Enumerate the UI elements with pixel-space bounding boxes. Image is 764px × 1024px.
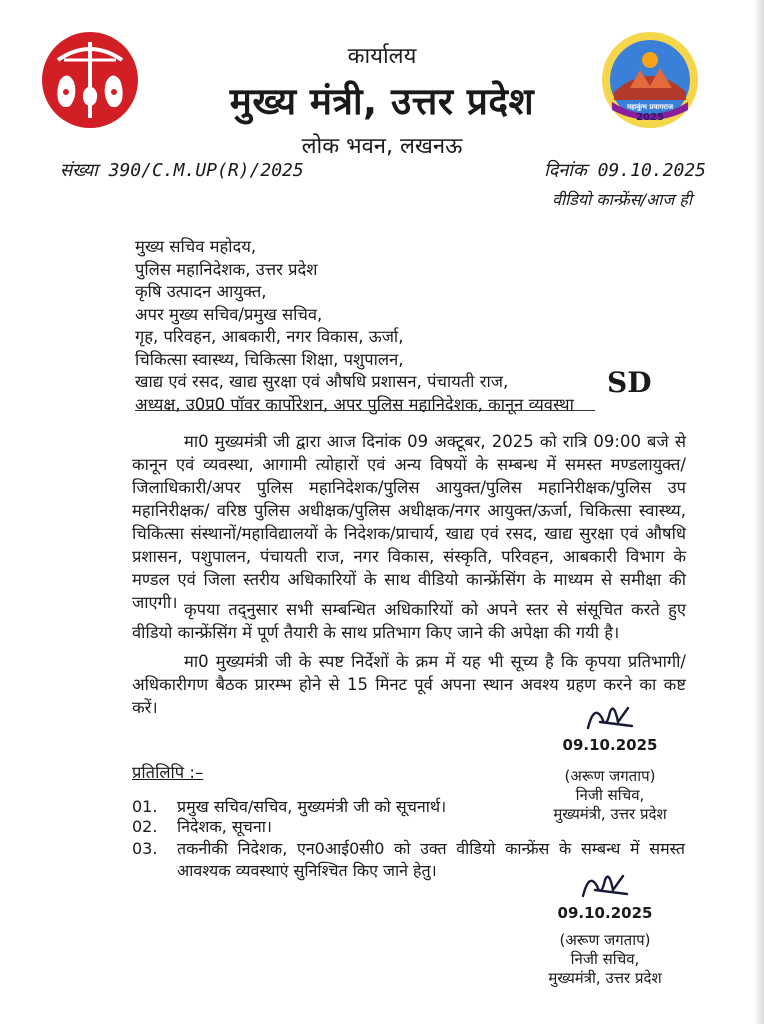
addressee-line: पुलिस महानिदेशक, उत्तर प्रदेश: [135, 259, 318, 279]
paragraph-text: मा0 मुख्यमंत्री जी के स्पष्ट निर्देशों के क्रम में यह भी सूच्य है कि कृपया प्रतिभागी/अधिकारीगण बैठक प्रारम्भ होने से 15 मिनट पूर्व अपना स्थान अवश्य ग्रहण करने का कष्ट करें।: [132, 652, 686, 717]
letter-date: दिनांक 09.10.2025: [544, 160, 706, 181]
addressee-line: अध्यक्ष, उ0प्र0 पॉवर कार्पोरेशन, अपर पुलिस महानिदेशक, कानून व्यवस्था: [135, 394, 574, 414]
body-paragraph-2: [132, 598, 686, 644]
reference-number: संख्या 390/C.M.UP(R)/2025: [60, 160, 304, 181]
copy-to-item: [132, 796, 692, 818]
copy-to-number: 03.: [132, 839, 158, 858]
signature-date: 09.10.2025: [562, 736, 658, 754]
signature-scribble-icon: [580, 700, 640, 736]
addressee-line: मुख्य सचिव महोदय,: [135, 237, 257, 256]
signatory-name: (अरूण जगताप): [559, 931, 651, 949]
signatory-office: मुख्यमंत्री, उत्तर प्रदेश: [553, 805, 667, 823]
addressee-line: अपर मुख्य सचिव/प्रमुख सचिव,: [135, 304, 323, 324]
divider-line: [135, 410, 595, 411]
copy-to-heading: प्रतिलिपि :–: [132, 763, 204, 782]
addressee-line: कृषि उत्पादन आयुक्त,: [135, 282, 267, 301]
mahakumbh-year: 2025: [636, 112, 664, 123]
addressee-list: [135, 236, 574, 416]
signatory-designation: निजी सचिव,: [575, 786, 645, 804]
signatory-name: (अरूण जगताप): [564, 767, 656, 785]
addressee-line: चिकित्सा स्वास्थ्य, चिकित्सा शिक्षा, पशुपालन,: [135, 349, 404, 369]
paragraph-text: मा0 मुख्यमंत्री जी द्वारा आज दिनांक 09 अक्टूबर, 2025 को रात्रि 09:00 बजे से कानून एवं व्यवस्था, आगामी त्योहारों एवं अन्य विषयों के सम्बन्ध में समस्त मण्डलायुक्त/जिलाधिकारी/अपर पुलिस महानिदेशक/पुलिस आयुक्त/पुलिस महानिरीक्षक/पुलिस उप महानिरीक्षक/ वरिष्ठ पुलिस अधीक्षक/पुलिस अधीक्षक/नगर आयुक्त/ऊर्जा, चिकित्सा स्वास्थ्य, चिकित्सा संस्थानों/महाविद्यालयों के निदेशक/प्राचार्य, खाद्य एवं रसद, खाद्य सुरक्षा एवं औषधि प्रशासन, पशुपालन, पंचायती राज, नगर विकास, संस्कृति, परिवहन, आबकारी विभाग के मण्डल एवं जिला स्तरीय अधिकारियों के साथ वीडियो कान्फ्रेंसिंग के माध्यम से समीक्षा की जाएगी।: [132, 432, 686, 612]
signatory-office: मुख्यमंत्री, उत्तर प्रदेश: [548, 969, 662, 987]
signature-scribble-icon: [575, 868, 635, 904]
mahakumbh-ring-text: महाकुंभ प्रयागराज: [626, 103, 674, 111]
page-title: मुख्य मंत्री, उत्तर प्रदेश: [229, 80, 535, 123]
copy-to-number: 01.: [132, 797, 158, 816]
signature-block-2: [525, 868, 685, 988]
copy-to-item: [132, 816, 692, 838]
office-label: कार्यालय: [347, 44, 417, 69]
addressee-line: खाद्य एवं रसद, खाद्य सुरक्षा एवं औषधि प्रशासन, पंचायती राज,: [135, 372, 509, 391]
signatory-designation: निजी सचिव,: [570, 950, 640, 968]
copy-to-number: 02.: [132, 817, 158, 836]
paragraph-text: कृपया तद्नुसार सभी सम्बन्धित अधिकारियों को अपने स्तर से संसूचित करते हुए वीडियो कान्फ्रेंसिंग में पूर्ण तैयारी के साथ प्रतिभाग किए जाने की अपेक्षा की गयी है।: [132, 600, 686, 642]
signature-date: 09.10.2025: [557, 904, 653, 922]
copy-to-text: प्रमुख सचिव/सचिव, मुख्यमंत्री जी को सूचनार्थ।: [177, 797, 447, 816]
sd-stamp: SD: [607, 366, 652, 399]
addressee-line: गृह, परिवहन, आबकारी, नगर विकास, ऊर्जा,: [135, 327, 404, 346]
vc-note: वीडियो कान्फ्रेंस/आज ही: [552, 190, 692, 209]
copy-to-text: तकनीकी निदेशक, एन0आई0सी0 को उक्त वीडियो कान्फ्रेंस के सम्बन्ध में समस्त आवश्यक व्यवस्थाएं सुनिश्चित किए जाने हेतु।: [177, 839, 685, 880]
page-subtitle: लोक भवन, लखनऊ: [301, 134, 463, 159]
body-paragraph-1: [132, 430, 686, 614]
copy-to-text: निदेशक, सूचना।: [177, 817, 272, 836]
